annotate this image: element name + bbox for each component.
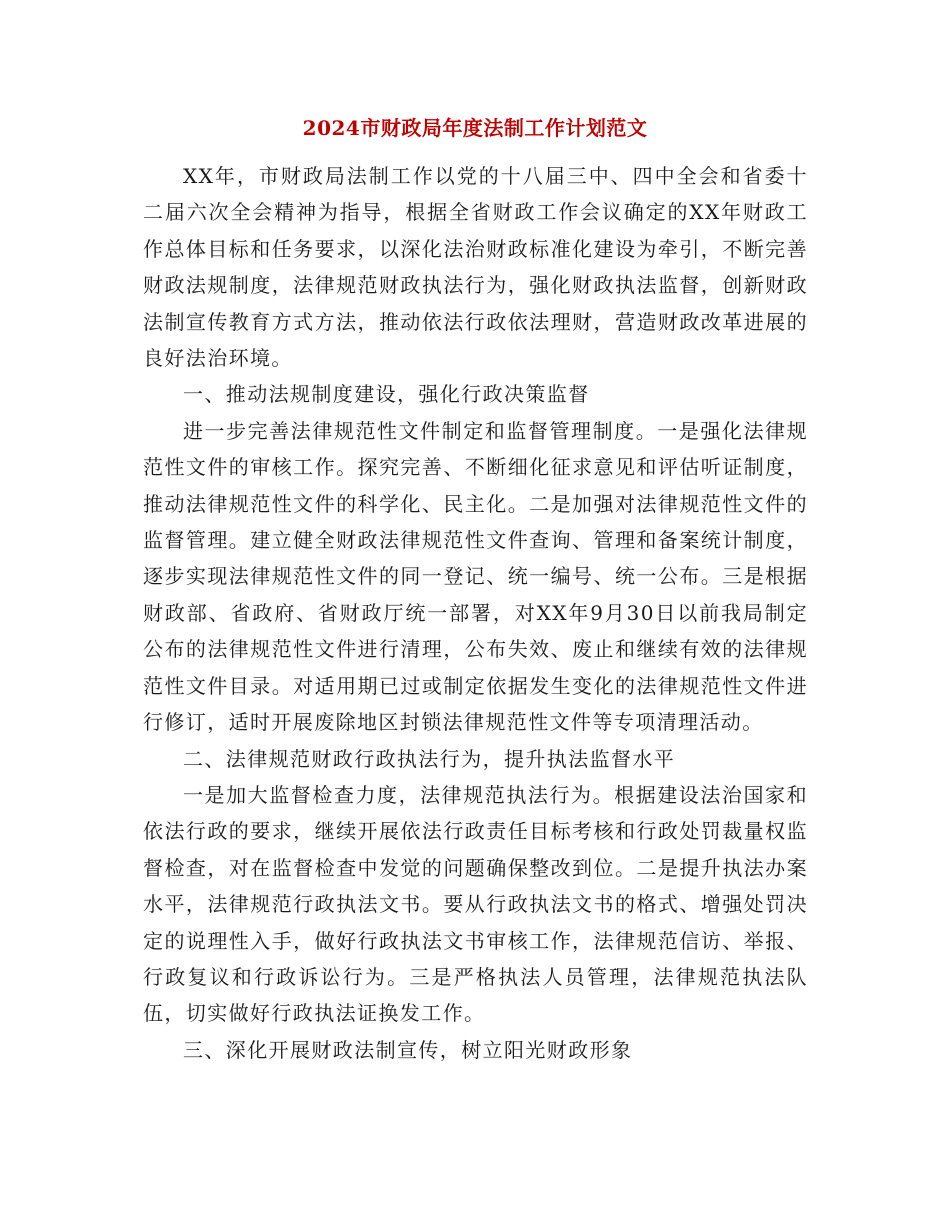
section-heading-1: 一、推动法规制度建设，强化行政决策监督 [183, 382, 590, 407]
paragraph-section-1: 进一步完善法律规范性文件制定和监督管理制度。一是强化法律规范性文件的审核工作。探究完善、不断细化征求意见和评估听证制度，推动法律规范性文件的科学化、民主化。二是加强对法律规范性文件的监督管理。建立健全财政法律规范性文件查询、管理和备案统计制度，逐步实现法律规范性文件的同一登记、统一编号、统一公布。三是根据财政部、省政府、省财政厅统一部署，对XX年9月30日以前我局制定公布的法律规范性文件进行清理，公布失效、废止和继续有效的法律规范性文件目录。对适用期已过或制定依据发生变化的法律规范性文件进行修订，适时开展废除地区封锁法律规范性文件等专项清理活动。 [143, 418, 808, 735]
document-body [143, 158, 808, 1068]
paragraph-intro: XX年，市财政局法制工作以党的十八届三中、四中全会和省委十二届六次全会精神为指导，根据全省财政工作会议确定的XX年财政工作总体目标和任务要求，以深化法治财政标准化建设为牵引，不断完善财政法规制度，法律规范财政执法行为，强化财政执法监督，创新财政法制宣传教育方式方法，推动依法行政依法理财，营造财政改革进展的良好法治环境。 [143, 164, 808, 371]
section-heading-3: 三、深化开展财政法制宣传，树立阳光财政形象 [183, 1037, 633, 1062]
section-heading-2: 二、法律规范财政行政执法行为，提升执法监督水平 [183, 746, 676, 771]
paragraph-section-2: 一是加大监督检查力度，法律规范执法行为。根据建设法治国家和依法行政的要求，继续开展依法行政责任目标考核和行政处罚裁量权监督检查，对在监督检查中发觉的问题确保整改到位。二是提升执法办案水平，法律规范行政执法文书。要从行政执法文书的格式、增强处罚决定的说理性入手，做好行政执法文书审核工作，法律规范信访、举报、行政复议和行政诉讼行为。三是严格执法人员管理，法律规范执法队伍，切实做好行政执法证换发工作。 [143, 782, 808, 1026]
document-title: 2024市财政局年度法制工作计划范文 [302, 116, 648, 140]
